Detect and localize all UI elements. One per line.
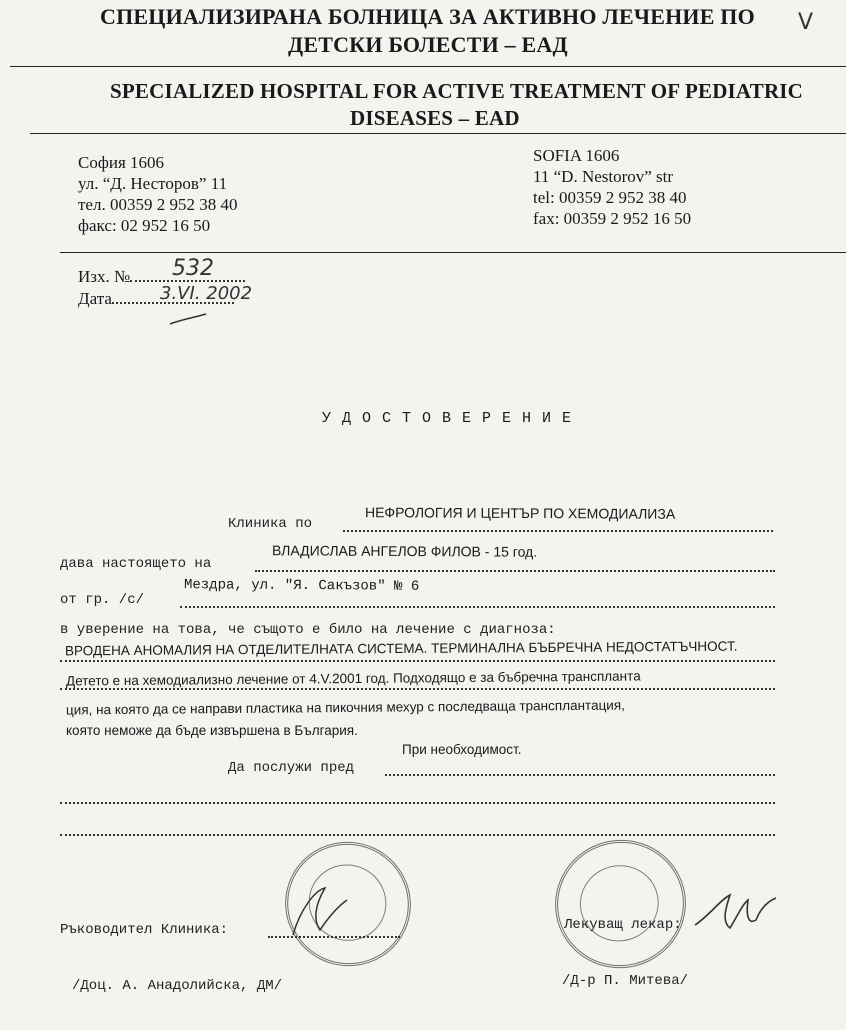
diagnosis-value: ВРОДЕНА АНОМАЛИЯ НА ОТДЕЛИТЕЛНАТА СИСТЕМА. ТЕРМИНАЛНА БЪБРЕЧНА НЕДОСТАТЪЧНОСТ. — [64, 638, 738, 659]
certify-text: в уверение на това, че същото е било на лечение с диагноза: — [60, 622, 556, 638]
header-divider-middle — [30, 133, 846, 134]
hospital-name-en-line1: SPECIALIZED HOSPITAL FOR ACTIVE TREATMENT OF PEDIATRIC — [110, 79, 804, 103]
given-to-dots — [255, 570, 775, 572]
patient-address-value: Мездра, ул. "Я. Сакъзов" № 6 — [183, 577, 420, 595]
address-en-street: 11 “D. Nestorov” str — [533, 167, 674, 186]
clinic-label: Клиника по — [228, 516, 313, 532]
head-signature-icon — [285, 880, 355, 940]
given-to-label: дава настоящето на — [60, 556, 212, 572]
serve-before-value: При необходимост. — [402, 742, 522, 757]
treating-doctor-label: Лекуващ лекар: — [564, 917, 682, 933]
document-title: У Д О С Т О В Е Р Е Н И Е — [322, 410, 573, 427]
diagnosis-dots — [60, 660, 775, 662]
treating-doctor-name: /Д-р П. Митева/ — [562, 973, 689, 989]
date-underline-stroke-icon — [168, 310, 208, 328]
address-bg-tel: тел. 00359 2 952 38 40 — [78, 195, 238, 214]
blank-line-2 — [60, 834, 775, 836]
header-divider-bottom — [60, 252, 846, 253]
serve-before-label: Да послужи пред — [228, 760, 355, 776]
body-dots — [60, 688, 775, 690]
hospital-stamp-right-icon — [541, 825, 701, 983]
patient-name-value: ВЛАДИСЛАВ АНГЕЛОВ ФИЛОВ - 15 год. — [271, 542, 538, 560]
reference-date-value: 3.VI. 2002 — [160, 283, 253, 304]
from-dots — [180, 606, 775, 608]
address-bg — [78, 152, 237, 236]
head-of-clinic-name: /Доц. А. Анадолийска, ДМ/ — [72, 978, 283, 994]
head-of-clinic-label: Ръководител Клиника: — [60, 922, 229, 938]
margin-check-mark: V — [798, 10, 814, 35]
header-divider-top — [10, 66, 846, 67]
address-bg-city: София 1606 — [78, 153, 165, 172]
address-bg-street: ул. “Д. Несторов” 11 — [78, 174, 228, 193]
blank-line-1 — [60, 802, 775, 804]
address-en-city: SOFIA 1606 — [533, 146, 620, 165]
serve-before-dots — [385, 774, 775, 776]
clinic-dots — [343, 530, 773, 532]
body-line-1: Детето е на хемодиализно лечение от 4.V.2001 год. Подходящо е за бъбречна трансплантa — [65, 668, 641, 689]
reference-date-label: Дата — [78, 289, 112, 308]
hospital-name-bg-line1: СПЕЦИАЛИЗИРАНА БОЛНИЦА ЗА АКТИВНО ЛЕЧЕНИЕ ПО — [100, 4, 755, 29]
from-label: от гр. /с/ — [60, 592, 145, 608]
hospital-name-bg-line2: ДЕТСКИ БОЛЕСТИ – ЕАД — [288, 32, 568, 57]
address-en-tel: tel: 00359 2 952 38 40 — [533, 188, 687, 207]
doctor-signature-icon — [690, 880, 780, 940]
address-bg-fax: факс: 02 952 16 50 — [78, 216, 211, 235]
address-en — [533, 145, 691, 229]
body-line-3: която неможе да бъде извършена в България. — [66, 723, 358, 738]
reference-number-label: Изх. № — [78, 267, 131, 286]
reference-number-value: 532 — [172, 256, 214, 281]
clinic-value: НЕФРОЛОГИЯ И ЦЕНТЪР ПО ХЕМОДИАЛИЗА — [364, 504, 676, 522]
body-line-2: ция, на която да се направи пластика на пикочния мехур с последваща трансплантация, — [65, 697, 625, 718]
address-en-fax: fax: 00359 2 952 16 50 — [533, 209, 692, 228]
hospital-name-en-line2: DISEASES – EAD — [350, 106, 520, 130]
